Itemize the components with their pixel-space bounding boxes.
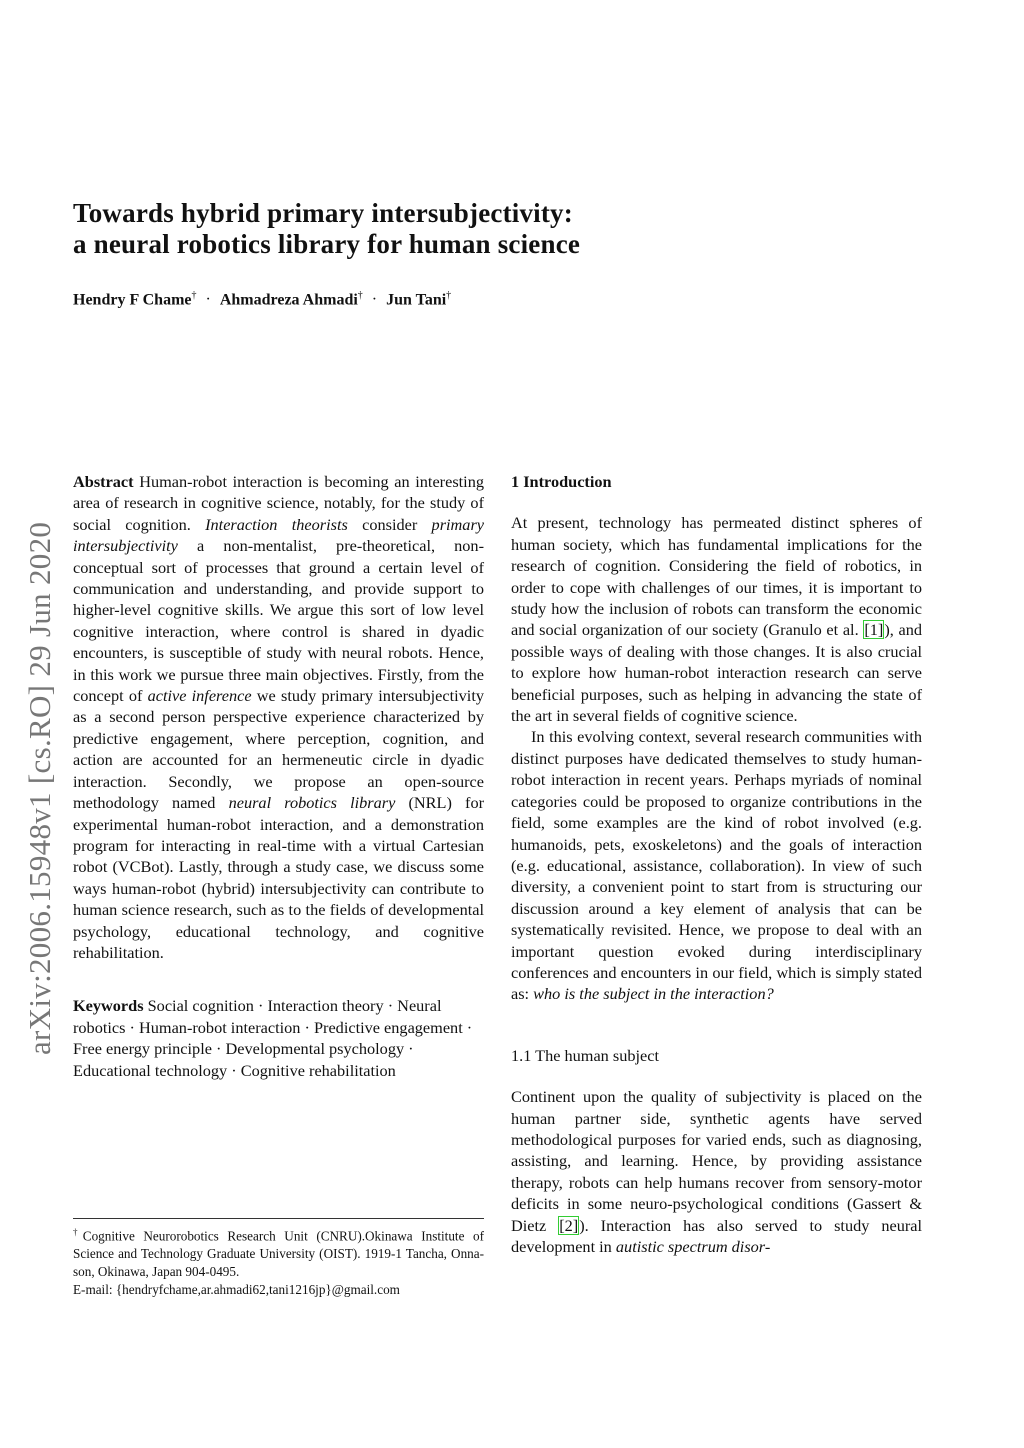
text-segment: ), and possible ways of dealing with those changes. It is also crucial to explore how human-robot interaction research can serve beneficial purposes, such as helping in advancing the state of the art in several fields of cognitive science. <box>511 620 922 726</box>
title-line: a neural robotics library for human science <box>73 229 581 259</box>
text-segment: consider <box>347 514 432 534</box>
arxiv-stamp: arXiv:2006.15948v1 [cs.RO] 29 Jun 2020 <box>22 521 57 1055</box>
author: Hendry F Chame <box>73 291 192 309</box>
title-line: Towards hybrid primary intersubjectivity: <box>73 198 573 228</box>
affiliation-mark: † <box>191 290 197 301</box>
author: Jun Tani <box>386 291 447 309</box>
citation-link[interactable]: [1] <box>864 620 884 640</box>
affiliation-mark: † <box>357 290 363 301</box>
footnote <box>73 1218 484 1299</box>
section-heading: 1 Introduction <box>511 472 612 491</box>
keywords-text: Social cognition · Interaction theory · Neural robotics · Human-robot interaction · Predictive engagement · Free energy principle · Developmental psychology · Educational technology · Cognitive rehabilitation <box>73 996 473 1080</box>
text-segment: we study primary intersubjectivity as a second person perspective experience characterized by predictive engagement, where perception, cognition, and action are accounted for an hermeneutic circle in dyadic interaction. Secondly, we propose an open-source methodology named <box>73 686 484 813</box>
italic-text: active inference <box>147 686 252 706</box>
italic-text: who is the subject in the interaction? <box>533 984 774 1004</box>
keywords <box>73 995 484 1081</box>
separator: · <box>371 291 378 309</box>
author: Ahmadreza Ahmadi <box>219 291 358 309</box>
affiliation-mark: † <box>446 290 452 301</box>
italic-text: Interaction theorists <box>205 514 348 534</box>
italic-text: autistic spectrum disor- <box>615 1237 771 1256</box>
text-segment: In this evolving context, several research communities with distinct purposes have dedicated themselves to study human-robot interaction in recent years. Perhaps myriads of nominal categories could be proposed to organize contributions in the field, some examples are the kind of robot involved (e.g. humanoids, pets, exoskeletons) and the goals of interaction (e.g. educational, assistance, collaboration). In view of such diversity, a convenient point to start from is structuring our discussion around a key element of analysis that can be systematically revisited. Hence, we propose to deal with an important question evoked during interdisciplinary conferences and encounters in our field, which is simply stated as: <box>511 727 922 1004</box>
footnote-text: Cognitive Neurorobotics Research Unit (CNRU).Okinawa Institute of Science and Technology Graduate University (OIST). 1919-1 Tancha, Onna-son, Okinawa, Japan 904-0495. <box>73 1228 484 1280</box>
footnote-mark: † <box>73 1227 83 1237</box>
italic-text: neural robotics library <box>228 793 396 813</box>
text-segment: (NRL) for experimental human-robot interaction, and a demonstration program for interacting in real-time with a virtual Cartesian robot (VCBot). Lastly, through a study case, we discuss some ways human-robot (hybrid) intersubjectivity can contribute to human science research, such as to the fields of developmental psychology, educational technology, and cognitive rehabilitation. <box>73 793 485 962</box>
left-column <box>73 471 484 1081</box>
footnote-rule <box>73 1218 484 1219</box>
author-list <box>73 290 451 309</box>
subsection-heading: 1.1 The human subject <box>511 1045 660 1065</box>
abstract <box>73 471 484 963</box>
separator: · <box>205 291 211 309</box>
keywords-heading: Keywords <box>73 996 144 1016</box>
paragraph <box>511 512 922 726</box>
text-segment: Human-robot interaction is becoming an interesting area of research in cognitive science, notably, for the study of social cognition. <box>73 472 484 534</box>
footnote-email: E-mail: {hendryfchame,ar.ahmadi62,tani1216jp}@gmail.com <box>73 1282 400 1298</box>
paragraph <box>511 726 922 1004</box>
citation-link[interactable]: [2] <box>559 1215 579 1235</box>
text-segment: a non-mentalist, pre-theoretical, non-conceptual sort of processes that ground a certain level of communication and understanding, and provide support to higher-level cognitive skills. We argue this sort of low level cognitive interaction, where control is shared in dyadic encounters, is susceptible of study with neural robots. Hence, in this work we pursue three main objectives. Firstly, from the concept of <box>73 536 484 706</box>
text-segment: Continent upon the quality of subjectivity is placed on the human partner side, synthetic agents have served methodological purposes for varied ends, such as diagnosing, assisting, and learning. Hence, by providing assistance therapy, robots can help humans recover from sensory-motor deficits in some neuro-psychological conditions (Gassert & Dietz <box>511 1087 922 1235</box>
paper-title <box>73 198 580 260</box>
abstract-heading: Abstract <box>73 472 134 491</box>
right-column <box>511 471 922 1257</box>
text-segment: ). Interaction has also served to study neural development in <box>511 1215 923 1256</box>
italic-text: primary intersubjectivity <box>73 514 485 556</box>
text-segment: At present, technology has permeated distinct spheres of human society, which has fundamental implications for the research of cognition. Considering the field of robotics, in order to cope with challenges of our times, it is important to study how the inclusion of robots can transform the economic and social organization of our society (Granulo et al. <box>511 513 922 640</box>
paragraph <box>511 1086 922 1257</box>
